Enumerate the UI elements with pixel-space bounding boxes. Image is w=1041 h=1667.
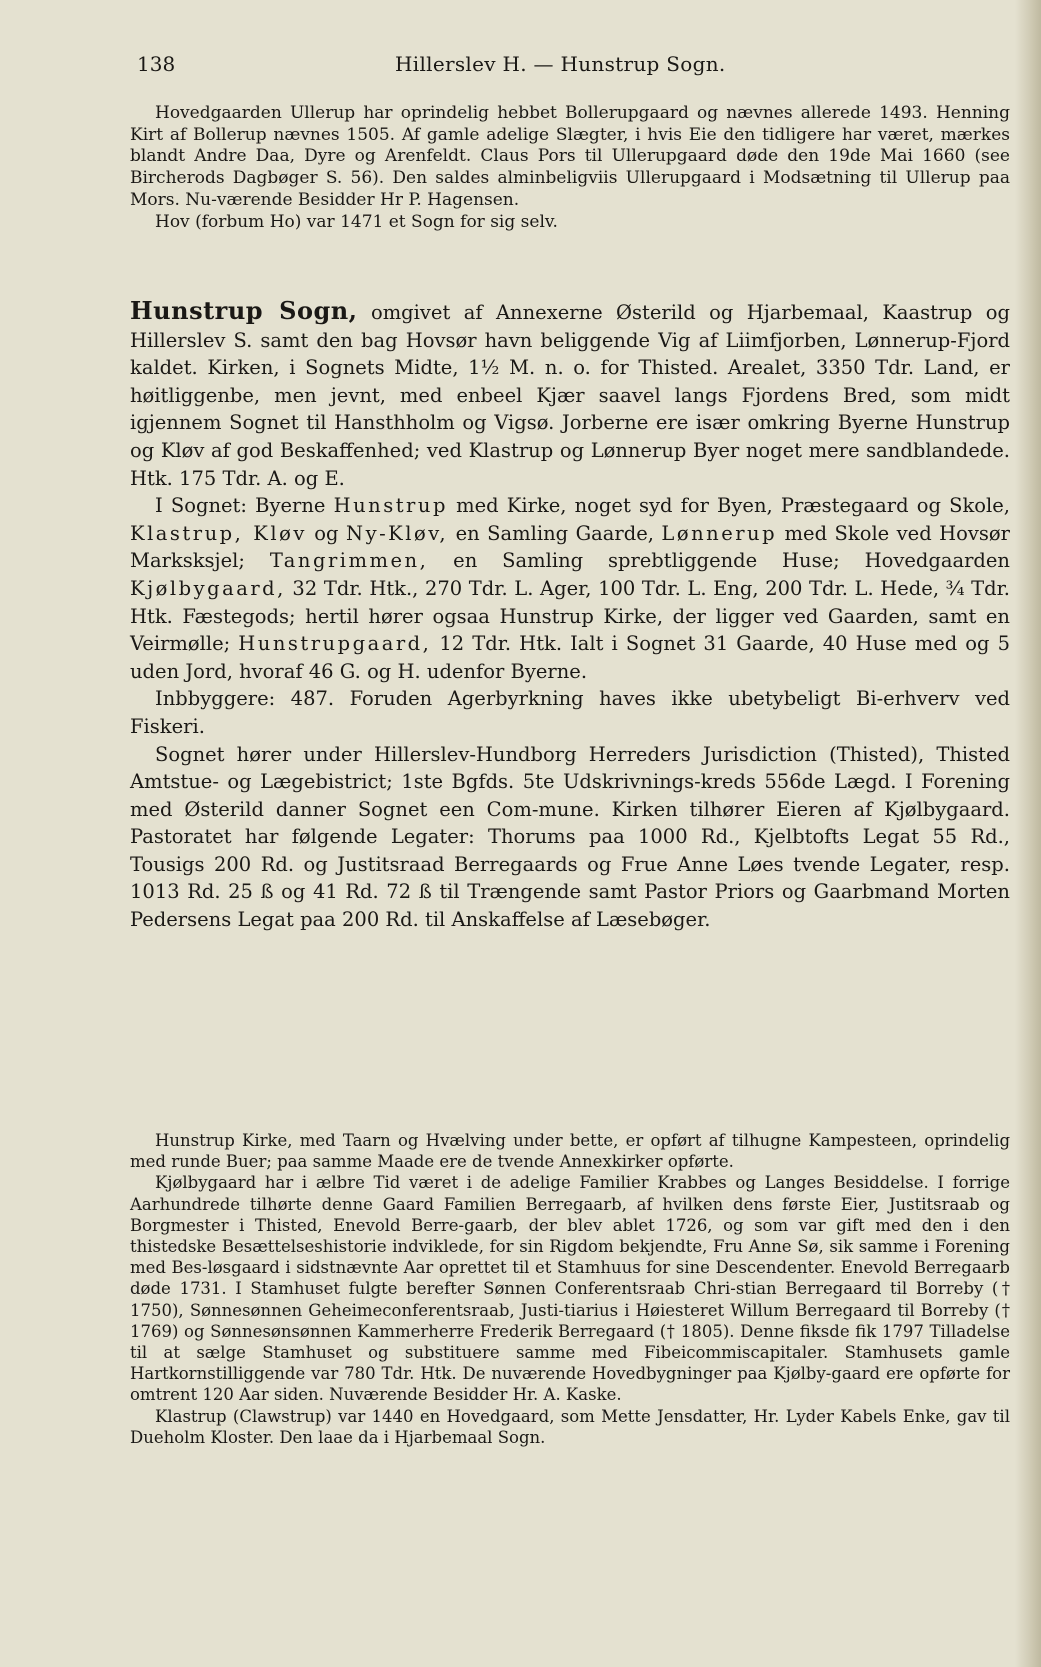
paragraph-jurisdiction: Sognet hører under Hillerslev-Hundborg Herreders Jurisdiction (Thisted), Thisted Amtstue- og Lægebistrict; 1ste Bgfds. 5te Udskrivnings-kreds 556de Lægd. I Forening med Østerild danner Sognet een Com-mune. Kirken tilhører Eieren af Kjølbygaard. Pastoratet har følgende Legater: Thorums paa 1000 Rd., Kjelbtofts Legat 55 Rd., Tousigs 200 Rd. og Justitsraad Berregaards og Frue Anne Løes tvende Legater, resp. 1013 Rd. 25 ß og 41 Rd. 72 ß til Trængende samt Pastor Priors og Gaarbmand Morten Pedersens Legat paa 200 Rd. til Anskaffelse af Læsebøger. xyxy=(130,742,1010,932)
place-name: Lønnerup xyxy=(661,521,778,545)
place-name: Hunstrup xyxy=(333,494,448,518)
place-name: Hunstrupgaard, xyxy=(238,632,432,656)
place-name: Klastrup, Kløv xyxy=(130,521,307,545)
continued-section xyxy=(130,103,1010,233)
page-number: 138 xyxy=(137,52,176,76)
intro-text: omgivet af Annexerne Østerild og Hjarbemaal, Kaastrup og Hillerslev S. samt den bag Hovsør havn beliggende Vig af Liimfjorben, Lønnerup-Fjord kaldet. Kirken, i Sognets Midte, 1½ M. n. o. for Thisted. Arealet, 3350 Tdr. Land, er høitliggenbe, men jevnt, med enbeel Kjær saavel langs Fjordens Bred, som midt igjennem Sognet til Hansthholm og Vigsø. Jorberne ere især omkring Byerne Hunstrup og Kløv af god Beskaffenhed; ved Klastrup og Lønnerup Byer noget mere sandblandede. Htk. 175 Tdr. A. og E. xyxy=(130,301,1011,490)
place-name: Tangrimmen, xyxy=(269,549,429,573)
paragraph-places: I Sognet: Byerne Hunstrup med Kirke, noget syd for Byen, Præstegaard og Skole, Klastrup, Kløv og Ny-Kløv, en Samling Gaarde, Lønnerup med Skole ved Hovsør Marksksjel; Tangrimmen, en Samling sprebtliggende Huse; Hovedgaarden Kjølbygaard, 32 Tdr. Htk., 270 Tdr. L. Ager, 100 Tdr. L. Eng, 200 Tdr. L. Hede, ¾ Tdr. Htk. Fæstegods; hertil hører ogsaa Hunstrup Kirke, der ligger ved Gaarden, samt en Veirmølle; Hunstrupgaard, 12 Tdr. Htk. Ialt i Sognet 31 Gaarde, 40 Huse med og 5 uden Jord, hvoraf 46 G. og H. udenfor Byerne. xyxy=(130,494,1010,683)
paragraph-hov: Hov (forbum Ho) var 1471 et Sogn for sig selv. xyxy=(155,211,558,232)
running-title: Hillerslev H. — Hunstrup Sogn. xyxy=(395,52,726,76)
paragraph-ullerup: Hovedgaarden Ullerup har oprindelig hebbet Bollerupgaard og nævnes allerede 1493. Henning Kirt af Bollerup nævnes 1505. Af gamle adelige Slægter, i hvis Eie den tidligere har været, mærkes blandt Andre Daa, Dyre og Arenfeldt. Claus Pors til Ullerupgaard døde den 19de Mai 1660 (see Bircherods Dagbøger S. 56). Den saldes alminbeligviis Ullerupgaard i Modsætning til Ullerup paa Mors. Nu-værende Besidder Hr P. Hagensen. xyxy=(130,103,1010,210)
paragraph-kjolbygaard: Kjølbygaard har i ælbre Tid været i de adelige Familier Krabbes og Langes Besiddelse. I forrige Aarhundrede tilhørte denne Gaard Familien Berregaarb, af hvilken dens første Eier, Justitsraab og Borgmester i Thisted, Enevold Berre-gaarb, der blev ablet 1726, og som var gift med den i den thistedske Besættelseshistorie indviklede, for sin Rigdom bekjendte, Fru Anne Sø, sik samme i Forening med Bes-løsgaard i sidstnævnte Aar oprettet til et Stamhuus for sine Descendenter. Enevold Berregaarb døde 1731. I Stamhuset fulgte berefter Sønnen Conferentsraab Chri-stian Berregaard til Borreby († 1750), Sønnesønnen Geheimeconferentsraab, Justi-tiarius i Høiesteret Willum Berregaard til Borreby († 1769) og Sønnesønsønnen Kammerherre Frederik Berregaard († 1805). Denne fiksde fik 1797 Tilladelse til at sælge Stamhuset og substituere samme med Fibeicommiscapitaler. Stamhusets gamle Hartkornstilliggende var 780 Tdr. Htk. De nuværende Hovedbygninger paa Kjølby-gaard ere opførte for omtrent 120 Aar siden. Nuværende Besidder Hr. A. Kaske. xyxy=(130,1173,1010,1405)
headword: Hunstrup Sogn, xyxy=(130,296,358,325)
page-edge xyxy=(1015,0,1041,1667)
footnote-section xyxy=(130,1130,1010,1448)
paragraph-population: Inbbyggere: 487. Foruden Agerbyrkning haves ikke ubetybeligt Bi-erhverv ved Fiskeri. xyxy=(130,687,1010,738)
place-name: Ny-Kløv, xyxy=(346,521,449,545)
place-name: Kjølbygaard, xyxy=(130,576,286,600)
paragraph-church: Hunstrup Kirke, med Taarn og Hvælving under bette, er opført af tilhugne Kampesteen, oprindelig med runde Buer; paa samme Maade ere de tvende Annexkirker opførte. xyxy=(130,1131,1010,1172)
main-article xyxy=(130,297,1010,934)
paragraph-intro xyxy=(130,297,1010,492)
paragraph-klastrup: Klastrup (Clawstrup) var 1440 en Hovedgaard, som Mette Jensdatter, Hr. Lyder Kabels Enke, gav til Dueholm Kloster. Den laae da i Hjarbemaal Sogn. xyxy=(130,1406,1010,1447)
